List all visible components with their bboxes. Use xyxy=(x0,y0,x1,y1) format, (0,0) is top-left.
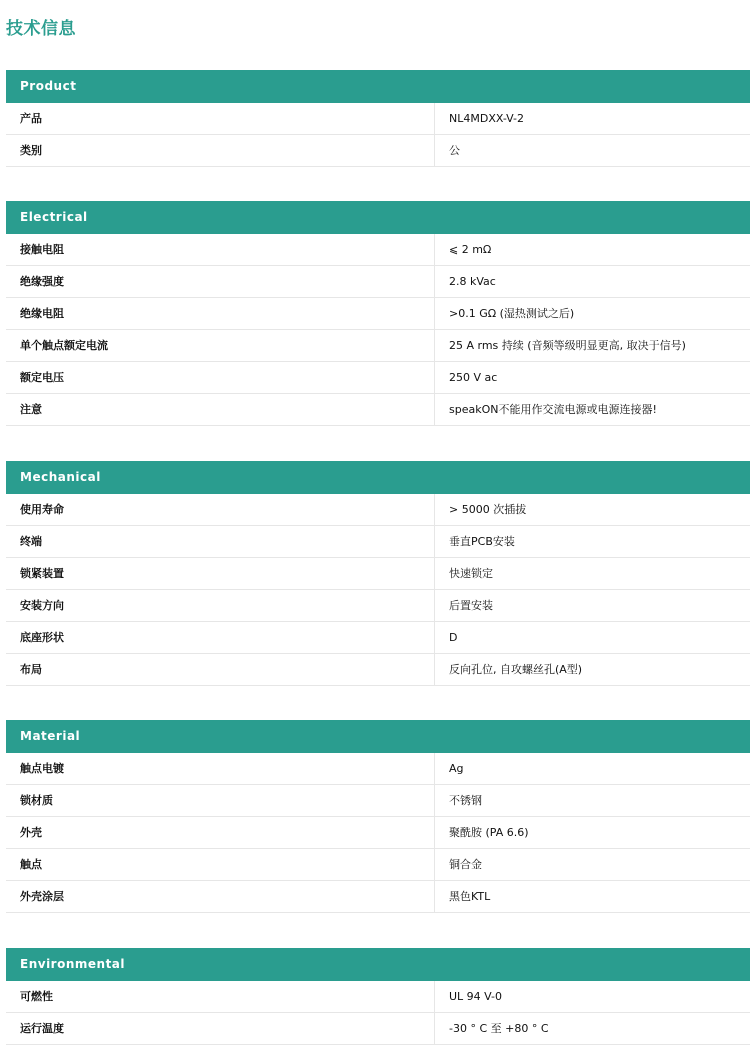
spec-key: 绝缘电阻 xyxy=(20,307,64,320)
spec-row xyxy=(6,330,750,362)
spec-value: -30 ° C 至 +80 ° C xyxy=(434,1013,750,1044)
spec-value: 25 A rms 持续 (音频等级明显更高, 取决于信号) xyxy=(434,330,750,361)
spec-value: 2.8 kVac xyxy=(434,266,750,297)
spec-row xyxy=(6,817,750,849)
section-header: Electrical xyxy=(6,201,750,234)
spec-row xyxy=(6,394,750,426)
spec-row xyxy=(6,234,750,266)
spec-value: 聚酰胺 (PA 6.6) xyxy=(434,817,750,848)
spec-key: 可燃性 xyxy=(20,990,53,1003)
section-mechanical xyxy=(6,461,750,686)
spec-key: 布局 xyxy=(20,663,42,676)
section-product xyxy=(6,70,750,167)
spec-row xyxy=(6,135,750,167)
spec-row xyxy=(6,981,750,1013)
spec-value: 铜合金 xyxy=(434,849,750,880)
spec-row xyxy=(6,654,750,686)
section-header: Material xyxy=(6,720,750,753)
spec-key: 注意 xyxy=(20,403,42,416)
spec-key: 安装方向 xyxy=(20,599,64,612)
spec-value: 黑色KTL xyxy=(434,881,750,912)
spec-row xyxy=(6,362,750,394)
spec-key: 触点电镀 xyxy=(20,762,64,775)
spec-key: 产品 xyxy=(20,112,42,125)
spec-key: 终端 xyxy=(20,535,42,548)
spec-row xyxy=(6,526,750,558)
section-header: Mechanical xyxy=(6,461,750,494)
spec-row xyxy=(6,266,750,298)
section-material xyxy=(6,720,750,913)
spec-value: Ag xyxy=(434,753,750,784)
spec-value: 反向孔位, 自攻螺丝孔(A型) xyxy=(434,654,750,685)
spec-row xyxy=(6,590,750,622)
spec-key: 运行温度 xyxy=(20,1022,64,1035)
spec-value: NL4MDXX-V-2 xyxy=(434,103,750,134)
spec-value: 250 V ac xyxy=(434,362,750,393)
spec-row xyxy=(6,558,750,590)
spec-key: 外壳 xyxy=(20,826,42,839)
spec-key: 触点 xyxy=(20,858,42,871)
spec-value: 不锈钢 xyxy=(434,785,750,816)
spec-value: >0.1 GΩ (湿热测试之后) xyxy=(434,298,750,329)
spec-key: 锁紧装置 xyxy=(20,567,64,580)
spec-value: > 5000 次插拔 xyxy=(434,494,750,525)
spec-key: 外壳涂层 xyxy=(20,890,64,903)
spec-key: 使用寿命 xyxy=(20,503,64,516)
page-title: 技术信息 xyxy=(6,19,76,39)
section-electrical xyxy=(6,201,750,426)
spec-value: UL 94 V-0 xyxy=(434,981,750,1012)
spec-row xyxy=(6,622,750,654)
spec-row xyxy=(6,1013,750,1045)
spec-key: 底座形状 xyxy=(20,631,64,644)
spec-key: 类别 xyxy=(20,144,42,157)
spec-row xyxy=(6,785,750,817)
spec-row xyxy=(6,753,750,785)
section-header: Product xyxy=(6,70,750,103)
section-environmental xyxy=(6,948,750,1045)
spec-row xyxy=(6,103,750,135)
spec-value: ⩽ 2 mΩ xyxy=(434,234,750,265)
spec-key: 锁材质 xyxy=(20,794,53,807)
section-header: Environmental xyxy=(6,948,750,981)
spec-value: 后置安装 xyxy=(434,590,750,621)
spec-value: 快速锁定 xyxy=(434,558,750,589)
spec-row xyxy=(6,298,750,330)
spec-value: speakON不能用作交流电源或电源连接器! xyxy=(434,394,750,425)
spec-row xyxy=(6,881,750,913)
spec-key: 绝缘强度 xyxy=(20,275,64,288)
spec-value: D xyxy=(434,622,750,653)
spec-key: 接触电阻 xyxy=(20,243,64,256)
spec-key: 额定电压 xyxy=(20,371,64,384)
spec-value: 垂直PCB安装 xyxy=(434,526,750,557)
spec-value: 公 xyxy=(434,135,750,166)
spec-key: 单个触点额定电流 xyxy=(20,339,108,352)
spec-row xyxy=(6,849,750,881)
spec-row xyxy=(6,494,750,526)
